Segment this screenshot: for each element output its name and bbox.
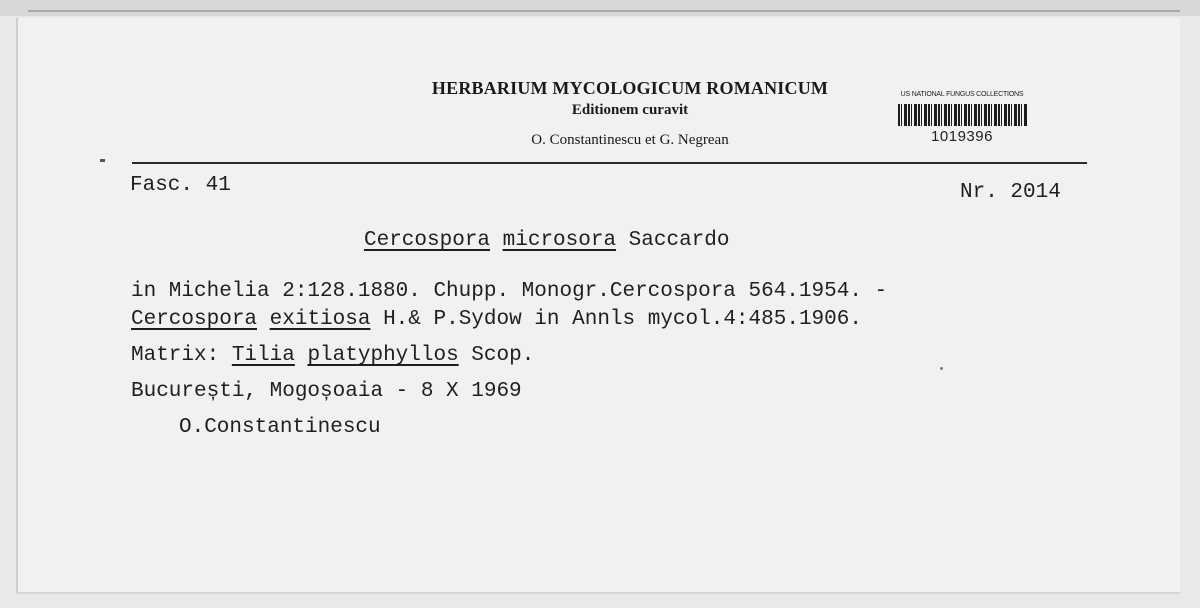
ink-speck (100, 159, 105, 162)
locality-date: București, Mogoșoaia - 8 X 1969 (131, 380, 522, 403)
host-author: Scop. (471, 344, 535, 367)
barcode-number: 1019396 (931, 128, 993, 145)
barcode-icon (898, 104, 1028, 126)
species-author: Saccardo (628, 229, 730, 252)
specimen-number: Nr. 2014 (960, 181, 1061, 204)
citation-line-1: in Michelia 2:128.1880. Chupp. Monogr.Cercospora 564.1954. - (131, 280, 888, 303)
species-name (364, 229, 730, 252)
citation-line-2 (131, 308, 862, 331)
matrix-line (131, 344, 534, 367)
paper-speck (940, 367, 943, 370)
matrix-label: Matrix: (131, 344, 220, 367)
barcode-sticker (892, 91, 1032, 153)
editorial-note: Editionem curavit (571, 102, 689, 118)
synonym-epithet: exitiosa (269, 308, 371, 331)
editors-line: O. Constantinescu et G. Negrean (531, 132, 729, 148)
host-epithet: platyphyllos (307, 344, 459, 367)
synonym-reference: H.& P.Sydow in Annls mycol.4:485.1906. (383, 308, 862, 331)
synonym-genus: Cercospora (131, 308, 258, 331)
herbarium-title: HERBARIUM MYCOLOGICUM ROMANICUM (431, 78, 829, 98)
header-divider (132, 162, 1087, 164)
top-edge-strip (0, 0, 1200, 16)
collector-name: O.Constantinescu (179, 416, 381, 439)
species-epithet: microsora (502, 229, 617, 252)
host-genus: Tilia (231, 344, 295, 367)
fascicle-number: Fasc. 41 (130, 174, 231, 197)
barcode-caption: US NATIONAL FUNGUS COLLECTIONS (900, 91, 1024, 98)
species-genus: Cercospora (364, 229, 491, 252)
